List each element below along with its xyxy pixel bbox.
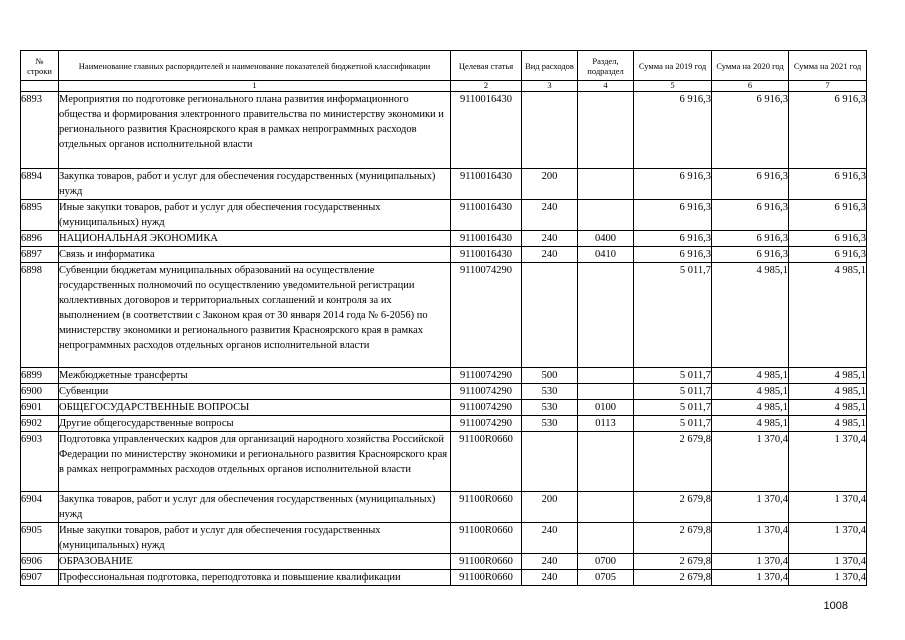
row-sum-2021: 1 370,4 — [789, 492, 867, 523]
row-sum-2020: 6 916,3 — [712, 92, 789, 169]
row-expense-type: 240 — [522, 200, 578, 231]
row-target-article: 9110074290 — [451, 400, 522, 416]
row-target-article: 9110016430 — [451, 200, 522, 231]
row-section — [578, 200, 634, 231]
table-row — [21, 263, 867, 368]
row-number: 6893 — [21, 92, 59, 169]
row-section: 0410 — [578, 247, 634, 263]
row-sum-2019: 6 916,3 — [634, 200, 712, 231]
row-sum-2019: 2 679,8 — [634, 570, 712, 586]
row-name: ОБЩЕГОСУДАРСТВЕННЫЕ ВОПРОСЫ — [59, 400, 451, 416]
row-sum-2021: 1 370,4 — [789, 570, 867, 586]
row-expense-type: 240 — [522, 247, 578, 263]
row-name: Иные закупки товаров, работ и услуг для обеспечения государственных (муниципальных) нужд — [59, 523, 451, 554]
row-sum-2019: 2 679,8 — [634, 492, 712, 523]
row-number: 6899 — [21, 368, 59, 384]
row-section — [578, 368, 634, 384]
table-row — [21, 416, 867, 432]
row-sum-2019: 6 916,3 — [634, 231, 712, 247]
column-number: 2 — [451, 81, 522, 92]
row-sum-2020: 1 370,4 — [712, 554, 789, 570]
row-number: 6897 — [21, 247, 59, 263]
row-section — [578, 169, 634, 200]
row-expense-type: 530 — [522, 416, 578, 432]
table-row — [21, 368, 867, 384]
header-expense-type: Вид расходов — [522, 51, 578, 81]
column-number: 3 — [522, 81, 578, 92]
row-sum-2019: 2 679,8 — [634, 432, 712, 492]
row-number: 6905 — [21, 523, 59, 554]
row-sum-2021: 6 916,3 — [789, 231, 867, 247]
row-expense-type — [522, 432, 578, 492]
row-sum-2020: 4 985,1 — [712, 384, 789, 400]
header-row — [21, 51, 867, 81]
column-number: 6 — [712, 81, 789, 92]
row-name: Другие общегосударственные вопросы — [59, 416, 451, 432]
row-number: 6896 — [21, 231, 59, 247]
header-sum-2019: Сумма на 2019 год — [634, 51, 712, 81]
table-row — [21, 384, 867, 400]
row-target-article: 9110016430 — [451, 231, 522, 247]
row-sum-2019: 5 011,7 — [634, 400, 712, 416]
row-sum-2021: 1 370,4 — [789, 523, 867, 554]
row-section: 0700 — [578, 554, 634, 570]
row-sum-2019: 6 916,3 — [634, 247, 712, 263]
row-number: 6900 — [21, 384, 59, 400]
header-sum-2021: Сумма на 2021 год — [789, 51, 867, 81]
row-name: Закупка товаров, работ и услуг для обеспечения государственных (муниципальных) нужд — [59, 169, 451, 200]
row-sum-2019: 5 011,7 — [634, 368, 712, 384]
row-sum-2021: 6 916,3 — [789, 169, 867, 200]
header-section: Раздел, подраздел — [578, 51, 634, 81]
table-body — [21, 92, 867, 586]
row-sum-2020: 1 370,4 — [712, 570, 789, 586]
row-sum-2021: 1 370,4 — [789, 432, 867, 492]
row-sum-2021: 4 985,1 — [789, 400, 867, 416]
row-target-article: 9110074290 — [451, 416, 522, 432]
row-sum-2019: 5 011,7 — [634, 263, 712, 368]
row-expense-type: 200 — [522, 492, 578, 523]
column-number: 7 — [789, 81, 867, 92]
row-name: Межбюджетные трансферты — [59, 368, 451, 384]
row-name: Профессиональная подготовка, переподготовка и повышение квалификации — [59, 570, 451, 586]
row-expense-type: 240 — [522, 570, 578, 586]
row-section: 0400 — [578, 231, 634, 247]
row-section — [578, 432, 634, 492]
column-number: 4 — [578, 81, 634, 92]
row-sum-2020: 6 916,3 — [712, 247, 789, 263]
table-row — [21, 523, 867, 554]
row-section — [578, 492, 634, 523]
row-target-article: 91100R0660 — [451, 492, 522, 523]
row-target-article: 9110074290 — [451, 384, 522, 400]
row-target-article: 9110016430 — [451, 92, 522, 169]
row-name: Субвенции — [59, 384, 451, 400]
row-expense-type: 240 — [522, 523, 578, 554]
table-row — [21, 554, 867, 570]
row-sum-2021: 6 916,3 — [789, 247, 867, 263]
row-number: 6901 — [21, 400, 59, 416]
row-sum-2020: 4 985,1 — [712, 400, 789, 416]
row-name: Мероприятия по подготовке регионального плана развития информационного общества и формирования электронного правительства по министерству экономики и регионального развития Красноярского края в рамках непрограммных расходов отдельных органов исполнительной власти — [59, 92, 451, 169]
row-sum-2021: 6 916,3 — [789, 200, 867, 231]
row-sum-2020: 4 985,1 — [712, 416, 789, 432]
budget-table — [20, 50, 867, 586]
row-sum-2020: 6 916,3 — [712, 231, 789, 247]
row-sum-2020: 1 370,4 — [712, 523, 789, 554]
row-number: 6895 — [21, 200, 59, 231]
row-section: 0705 — [578, 570, 634, 586]
table-row — [21, 200, 867, 231]
row-expense-type: 240 — [522, 554, 578, 570]
row-number: 6898 — [21, 263, 59, 368]
row-number: 6902 — [21, 416, 59, 432]
column-number: 5 — [634, 81, 712, 92]
row-section: 0100 — [578, 400, 634, 416]
row-target-article: 91100R0660 — [451, 554, 522, 570]
row-sum-2020: 6 916,3 — [712, 169, 789, 200]
row-name: Закупка товаров, работ и услуг для обеспечения государственных (муниципальных) нужд — [59, 492, 451, 523]
header-sum-2020: Сумма на 2020 год — [712, 51, 789, 81]
row-expense-type — [522, 92, 578, 169]
header-row-number: № строки — [21, 51, 59, 81]
row-target-article: 9110074290 — [451, 368, 522, 384]
row-target-article: 9110016430 — [451, 169, 522, 200]
row-sum-2019: 2 679,8 — [634, 554, 712, 570]
row-name: ОБРАЗОВАНИЕ — [59, 554, 451, 570]
row-sum-2019: 2 679,8 — [634, 523, 712, 554]
row-sum-2021: 6 916,3 — [789, 92, 867, 169]
column-number: 1 — [59, 81, 451, 92]
row-sum-2019: 5 011,7 — [634, 384, 712, 400]
row-sum-2021: 4 985,1 — [789, 263, 867, 368]
table-row — [21, 169, 867, 200]
row-number: 6904 — [21, 492, 59, 523]
row-name: Подготовка управленческих кадров для организаций народного хозяйства Российской Федерации по министерству экономики и регионального развития Красноярского края в рамках непрограммных расходов отдельных органов исполнительной власти — [59, 432, 451, 492]
table-row — [21, 92, 867, 169]
header-name: Наименование главных распорядителей и наименование показателей бюджетной классификации — [59, 51, 451, 81]
row-target-article: 91100R0660 — [451, 570, 522, 586]
row-sum-2019: 6 916,3 — [634, 92, 712, 169]
row-sum-2020: 1 370,4 — [712, 492, 789, 523]
row-expense-type — [522, 263, 578, 368]
table-row — [21, 492, 867, 523]
row-section — [578, 92, 634, 169]
table-row — [21, 570, 867, 586]
row-sum-2020: 6 916,3 — [712, 200, 789, 231]
column-number-empty — [21, 81, 59, 92]
row-name: НАЦИОНАЛЬНАЯ ЭКОНОМИКА — [59, 231, 451, 247]
row-sum-2020: 1 370,4 — [712, 432, 789, 492]
row-sum-2021: 4 985,1 — [789, 416, 867, 432]
row-name: Связь и информатика — [59, 247, 451, 263]
row-number: 6903 — [21, 432, 59, 492]
row-sum-2019: 5 011,7 — [634, 416, 712, 432]
column-number-row — [21, 81, 867, 92]
row-name: Субвенции бюджетам муниципальных образований на осуществление государственных полномочий по осуществлению уведомительной регистрации коллективных договоров и территориальных соглашений и контроля за их выполнением (в соответствии с Законом края от 30 января 2014 года № 6-2056) по министерству экономики и регионального развития Красноярского края в рамках непрограммных расходов отдельных органов исполнительной власти — [59, 263, 451, 368]
row-section — [578, 384, 634, 400]
table-row — [21, 432, 867, 492]
row-section — [578, 263, 634, 368]
row-target-article: 91100R0660 — [451, 523, 522, 554]
header-target-article: Целевая статья — [451, 51, 522, 81]
row-number: 6907 — [21, 570, 59, 586]
row-sum-2021: 1 370,4 — [789, 554, 867, 570]
row-sum-2021: 4 985,1 — [789, 384, 867, 400]
row-target-article: 91100R0660 — [451, 432, 522, 492]
table-row — [21, 247, 867, 263]
row-expense-type: 530 — [522, 384, 578, 400]
page-number: 1008 — [823, 600, 848, 612]
row-sum-2020: 4 985,1 — [712, 263, 789, 368]
row-target-article: 9110074290 — [451, 263, 522, 368]
row-number: 6894 — [21, 169, 59, 200]
row-expense-type: 240 — [522, 231, 578, 247]
row-sum-2021: 4 985,1 — [789, 368, 867, 384]
row-number: 6906 — [21, 554, 59, 570]
row-sum-2019: 6 916,3 — [634, 169, 712, 200]
row-sum-2020: 4 985,1 — [712, 368, 789, 384]
row-expense-type: 500 — [522, 368, 578, 384]
table-row — [21, 231, 867, 247]
row-section: 0113 — [578, 416, 634, 432]
row-target-article: 9110016430 — [451, 247, 522, 263]
row-expense-type: 530 — [522, 400, 578, 416]
row-name: Иные закупки товаров, работ и услуг для обеспечения государственных (муниципальных) нужд — [59, 200, 451, 231]
row-section — [578, 523, 634, 554]
row-expense-type: 200 — [522, 169, 578, 200]
table-row — [21, 400, 867, 416]
